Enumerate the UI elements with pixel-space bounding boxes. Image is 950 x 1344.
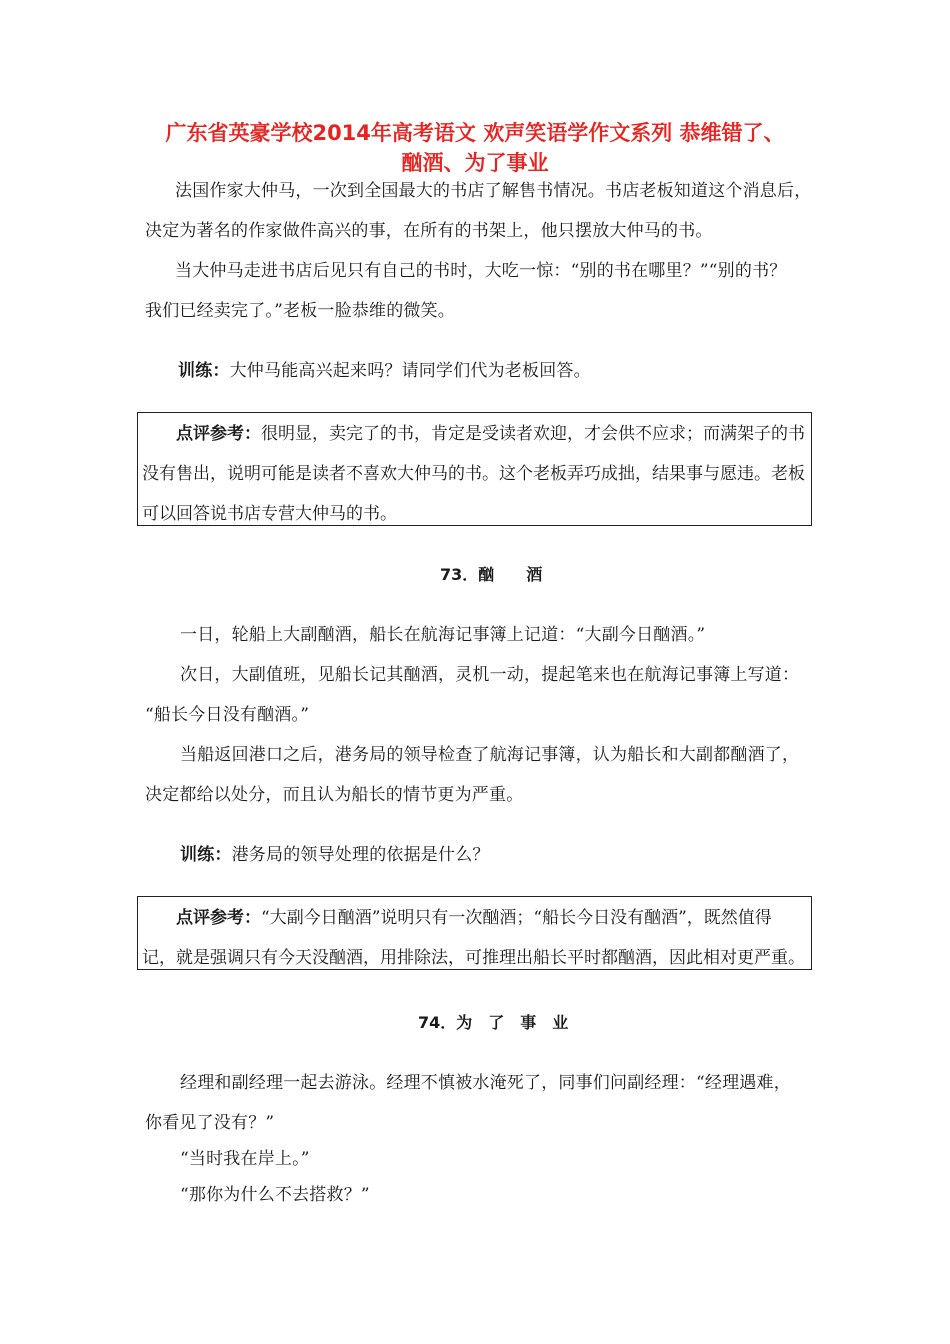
s3-heading: 74．为 了 事 业 [418, 1013, 569, 1032]
s1-comment-line3: 可以回答说书店专营大仲马的书。 [142, 504, 397, 524]
s2-heading: 73．酗 酒 [440, 565, 543, 584]
training-text: 港务局的领导处理的依据是什么？ [231, 845, 490, 865]
s3-para2: “当时我在岸上。” [180, 1149, 310, 1169]
training-text: 大仲马能高兴起来吗？请同学们代为老板回答。 [229, 361, 591, 381]
s1-comment-box [137, 412, 812, 526]
comment-text: 很明显，卖完了的书，肯定是受读者欢迎，才会供不应求；而满架子的书 [261, 424, 805, 444]
s1-comment-line2: 没有售出，说明可能是读者不喜欢大仲马的书。这个老板弄巧成拙，结果事与愿违。老板 [142, 464, 805, 484]
s2-para2-line1: 次日，大副值班，见船长记其酗酒，灵机一动，提起笔来也在航海记事簿上写道： [180, 665, 800, 685]
s2-comment-box [137, 896, 812, 970]
s3-para3: “那你为什么不去搭救？” [180, 1185, 370, 1205]
s1-para2-line1: 当大仲马走进书店后见只有自己的书时，大吃一惊：“别的书在哪里？”“别的书？ [175, 261, 787, 281]
title-line-1: 广东省英豪学校2014年高考语文 欢声笑语学作文系列 恭维错了、 [165, 121, 785, 145]
s2-training [180, 840, 490, 865]
s3-para1-line2: 你看见了没有？” [145, 1113, 275, 1133]
document-title [120, 118, 830, 178]
s2-para1: 一日，轮船上大副酗酒，船长在航海记事簿上记道：“大副今日酗酒。” [180, 625, 706, 645]
s2-para3-line2: 决定都给以处分，而且认为船长的情节更为严重。 [145, 785, 524, 805]
training-label: 训练： [180, 845, 232, 865]
comment-label: 点评参考： [176, 424, 261, 444]
s1-para1-line1: 法国作家大仲马，一次到全国最大的书店了解售书情况。书店老板知道这个消息后， [175, 181, 812, 201]
s1-comment-line1 [176, 419, 805, 444]
s1-para2-line2: 我们已经卖完了。”老板一脸恭维的微笑。 [145, 301, 455, 321]
s1-para1-line2: 决定为著名的作家做件高兴的事，在所有的书架上，他只摆放大仲马的书。 [145, 221, 713, 241]
s3-para1-line1: 经理和副经理一起去游泳。经理不慎被水淹死了，同事们问副经理：“经理遇难， [180, 1073, 791, 1093]
s2-para2-line2: “船长今日没有酗酒。” [145, 705, 310, 725]
s1-training [178, 356, 591, 381]
training-label: 训练： [178, 361, 230, 381]
title-line-2: 酗酒、为了事业 [401, 151, 549, 175]
s2-comment-line1 [176, 903, 772, 928]
s2-comment-line2: 记，就是强调只有今天没酗酒，用排除法，可推理出船长平时都酗酒，因此相对更严重。 [142, 948, 805, 968]
comment-text: “大副今日酗酒”说明只有一次酗酒；“船长今日没有酗酒”，既然值得 [261, 908, 772, 928]
s2-para3-line1: 当船返回港口之后，港务局的领导检查了航海记事簿，认为船长和大副都酗酒了， [180, 745, 800, 765]
comment-label: 点评参考： [176, 908, 261, 928]
